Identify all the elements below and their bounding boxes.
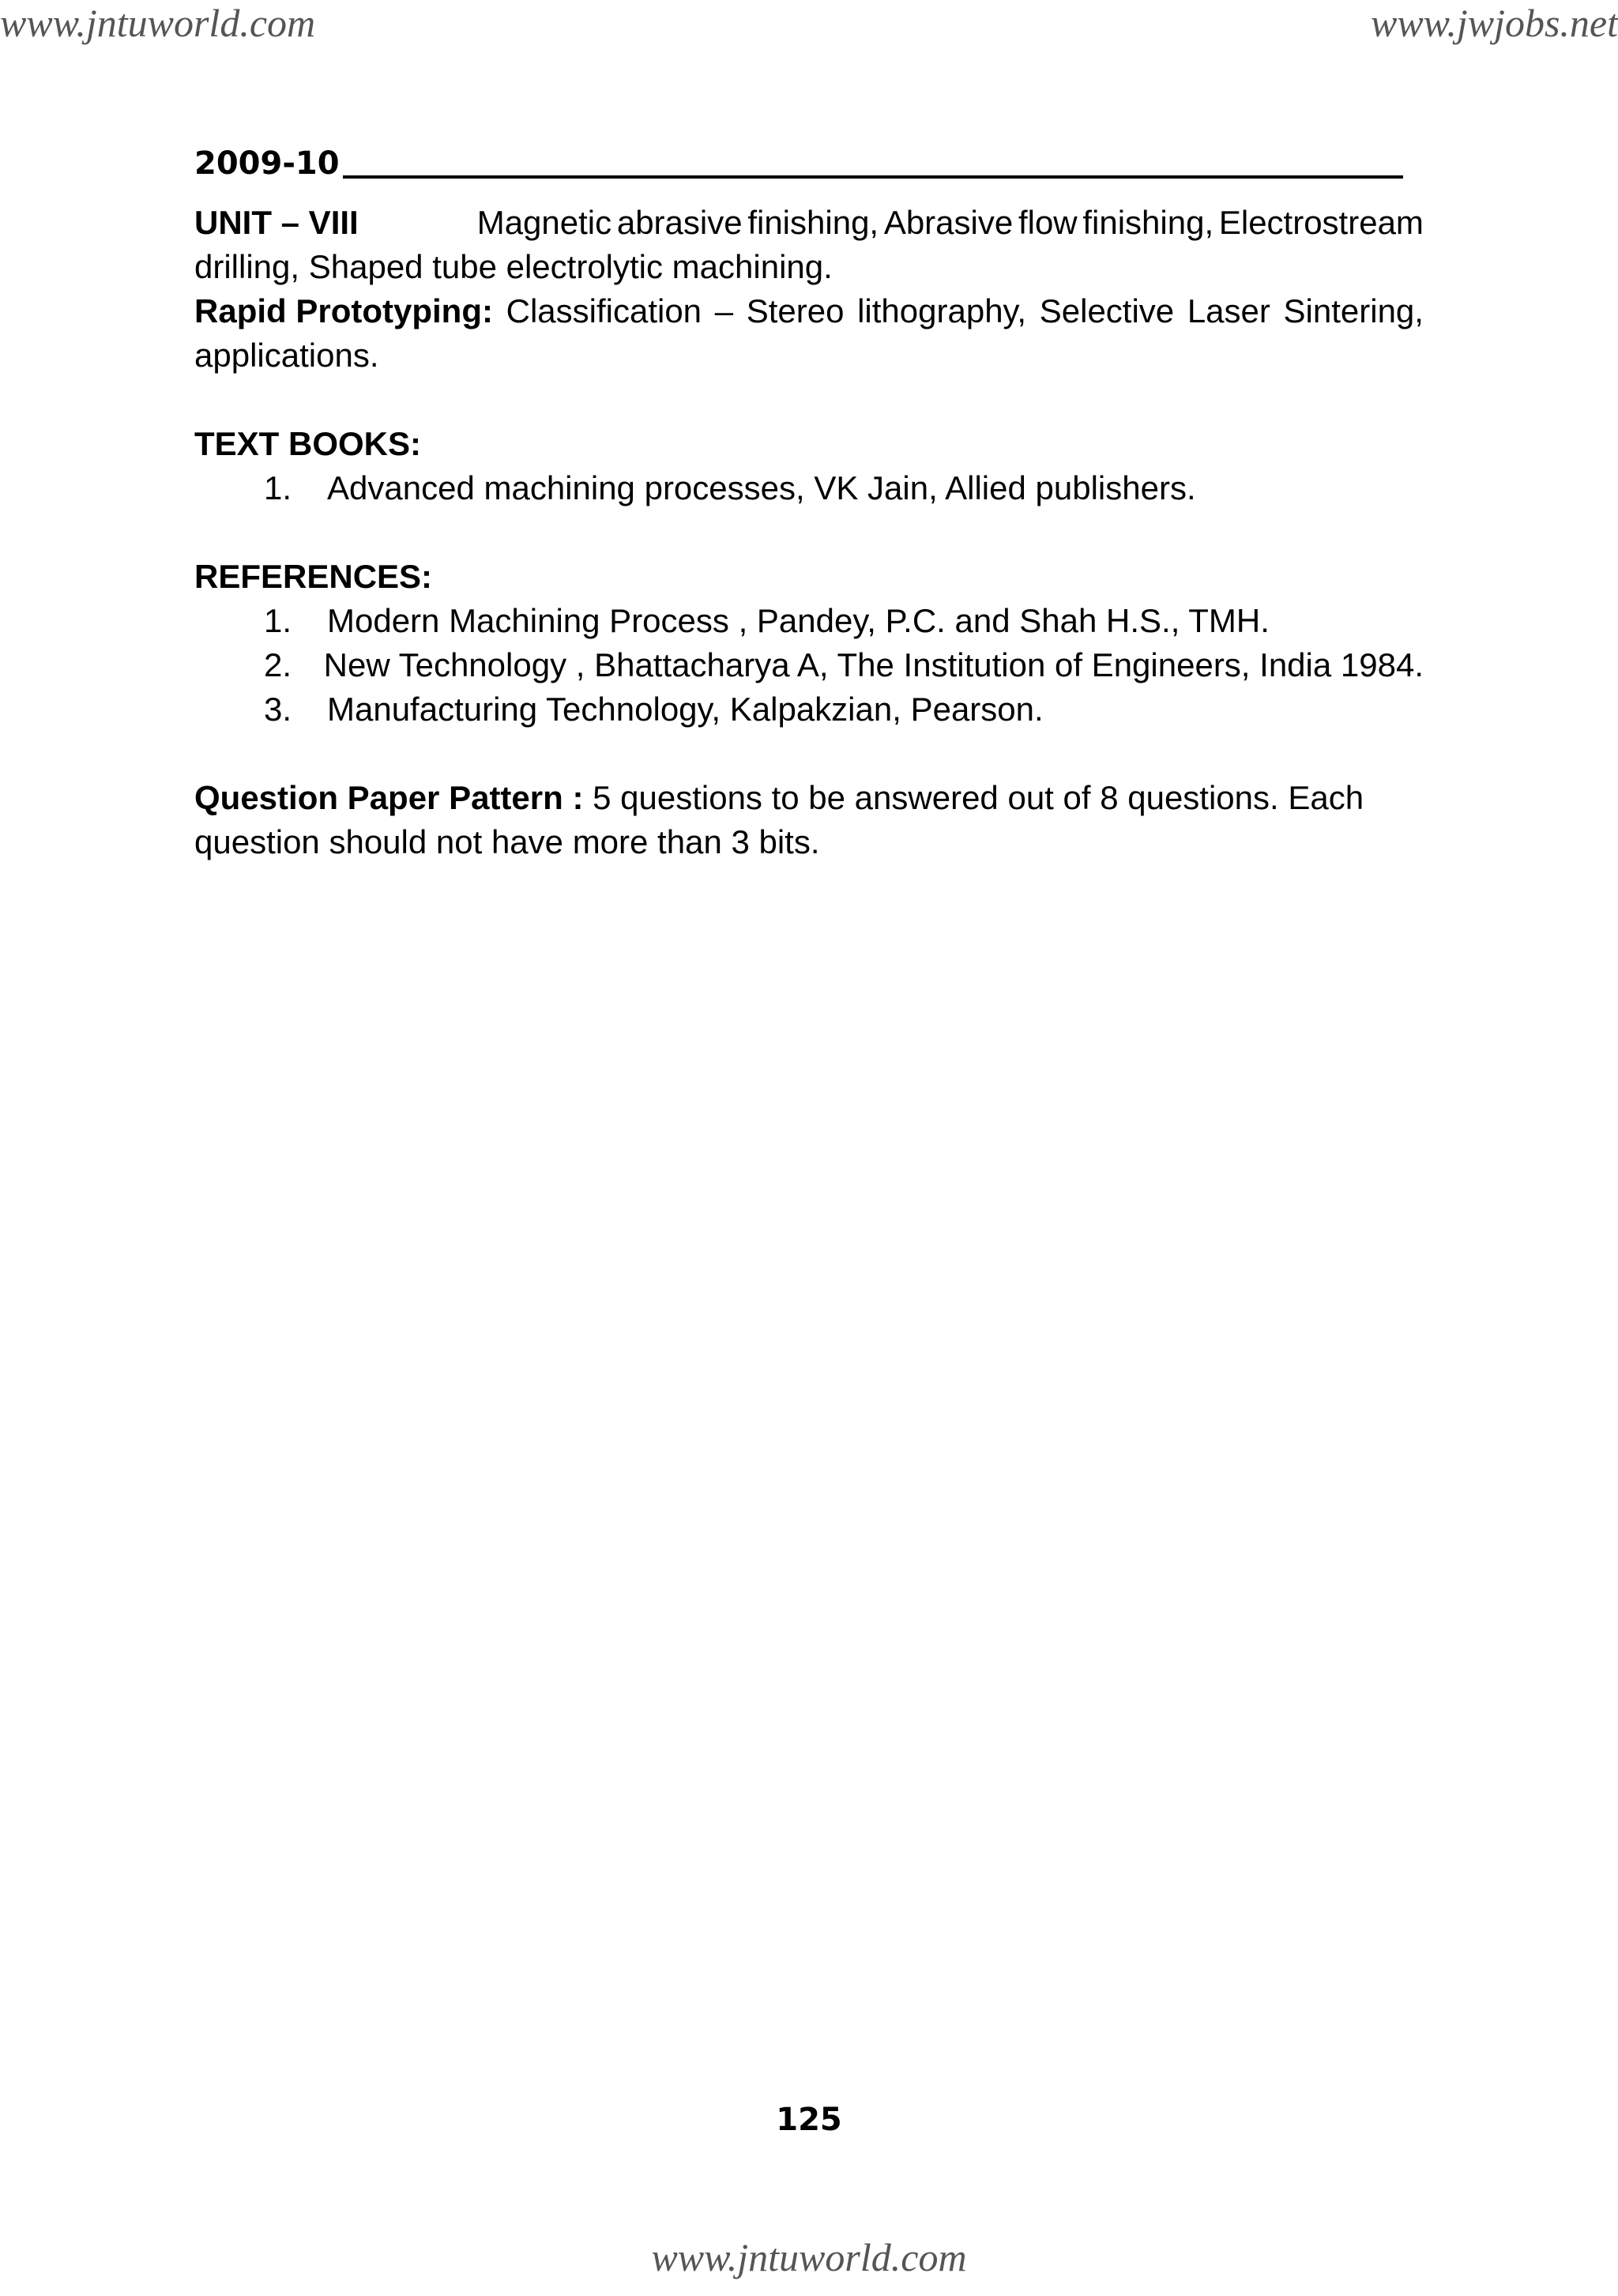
unit-section	[194, 201, 1424, 378]
rapid-word: lithography,	[857, 292, 1027, 329]
references-heading: REFERENCES:	[194, 558, 433, 595]
watermark-top-left: www.jntuworld.com	[0, 1, 316, 45]
rapid-prototyping-label: Rapid Prototyping:	[194, 292, 493, 329]
unit-label: UNIT – VIII	[194, 204, 359, 241]
rapid-line-2	[194, 333, 1424, 378]
rapid-word: –	[714, 292, 734, 329]
header-rule	[343, 175, 1403, 179]
unit-word: Magnetic	[476, 204, 612, 241]
list-item-text: Advanced machining processes, VK Jain, Allied publishers.	[327, 469, 1196, 506]
watermark-bottom: www.jntuworld.com	[651, 2235, 967, 2279]
unit-word: finishing,	[1082, 204, 1214, 241]
unit-line-2	[194, 245, 1424, 289]
list-item	[194, 643, 1424, 687]
list-item-number: 1.	[264, 469, 292, 506]
unit-line-1	[194, 201, 1424, 245]
list-item-text: Manufacturing Technology, Kalpakzian, Pearson.	[327, 691, 1044, 728]
year-header	[194, 139, 1403, 183]
page-number: 125	[776, 2102, 842, 2138]
list-item-number: 2.	[264, 646, 292, 683]
unit-word: Electrostream	[1218, 204, 1424, 241]
question-pattern-text-continued: question should not have more than 3 bits.	[194, 823, 820, 860]
list-item	[194, 466, 1424, 510]
rapid-text-continued: applications.	[194, 337, 379, 374]
unit-text-continued: drilling, Shaped tube electrolytic machining.	[194, 248, 833, 285]
list-item	[194, 687, 1424, 732]
list-item-number: 1.	[264, 602, 292, 639]
rapid-word: Stereo	[746, 292, 845, 329]
year-label: 2009-10	[194, 145, 340, 182]
list-item	[194, 599, 1424, 643]
question-paper-pattern	[194, 776, 1424, 864]
document-body	[194, 139, 1424, 864]
unit-word: abrasive	[616, 204, 743, 241]
question-pattern-label: Question Paper Pattern :	[194, 779, 584, 816]
unit-word: Abrasive	[883, 204, 1014, 241]
unit-word: finishing,	[747, 204, 879, 241]
unit-word: flow	[1018, 204, 1078, 241]
rapid-word: Selective	[1039, 292, 1175, 329]
rapid-word: Sintering,	[1283, 292, 1424, 329]
text-books-heading: TEXT BOOKS:	[194, 425, 422, 462]
rapid-line-1	[194, 289, 1424, 333]
rapid-word: Classification	[506, 292, 702, 329]
list-item-number: 3.	[264, 691, 292, 728]
question-pattern-text: 5 questions to be answered out of 8 questions. Each	[593, 779, 1364, 816]
rapid-word: Laser	[1187, 292, 1270, 329]
list-item-text: New Technology , Bhattacharya A, The Institution of Engineers, India 1984.	[323, 646, 1424, 683]
list-item-text: Modern Machining Process , Pandey, P.C. and Shah H.S., TMH.	[327, 602, 1270, 639]
watermark-top-right: www.jwjobs.net	[1370, 1, 1618, 45]
